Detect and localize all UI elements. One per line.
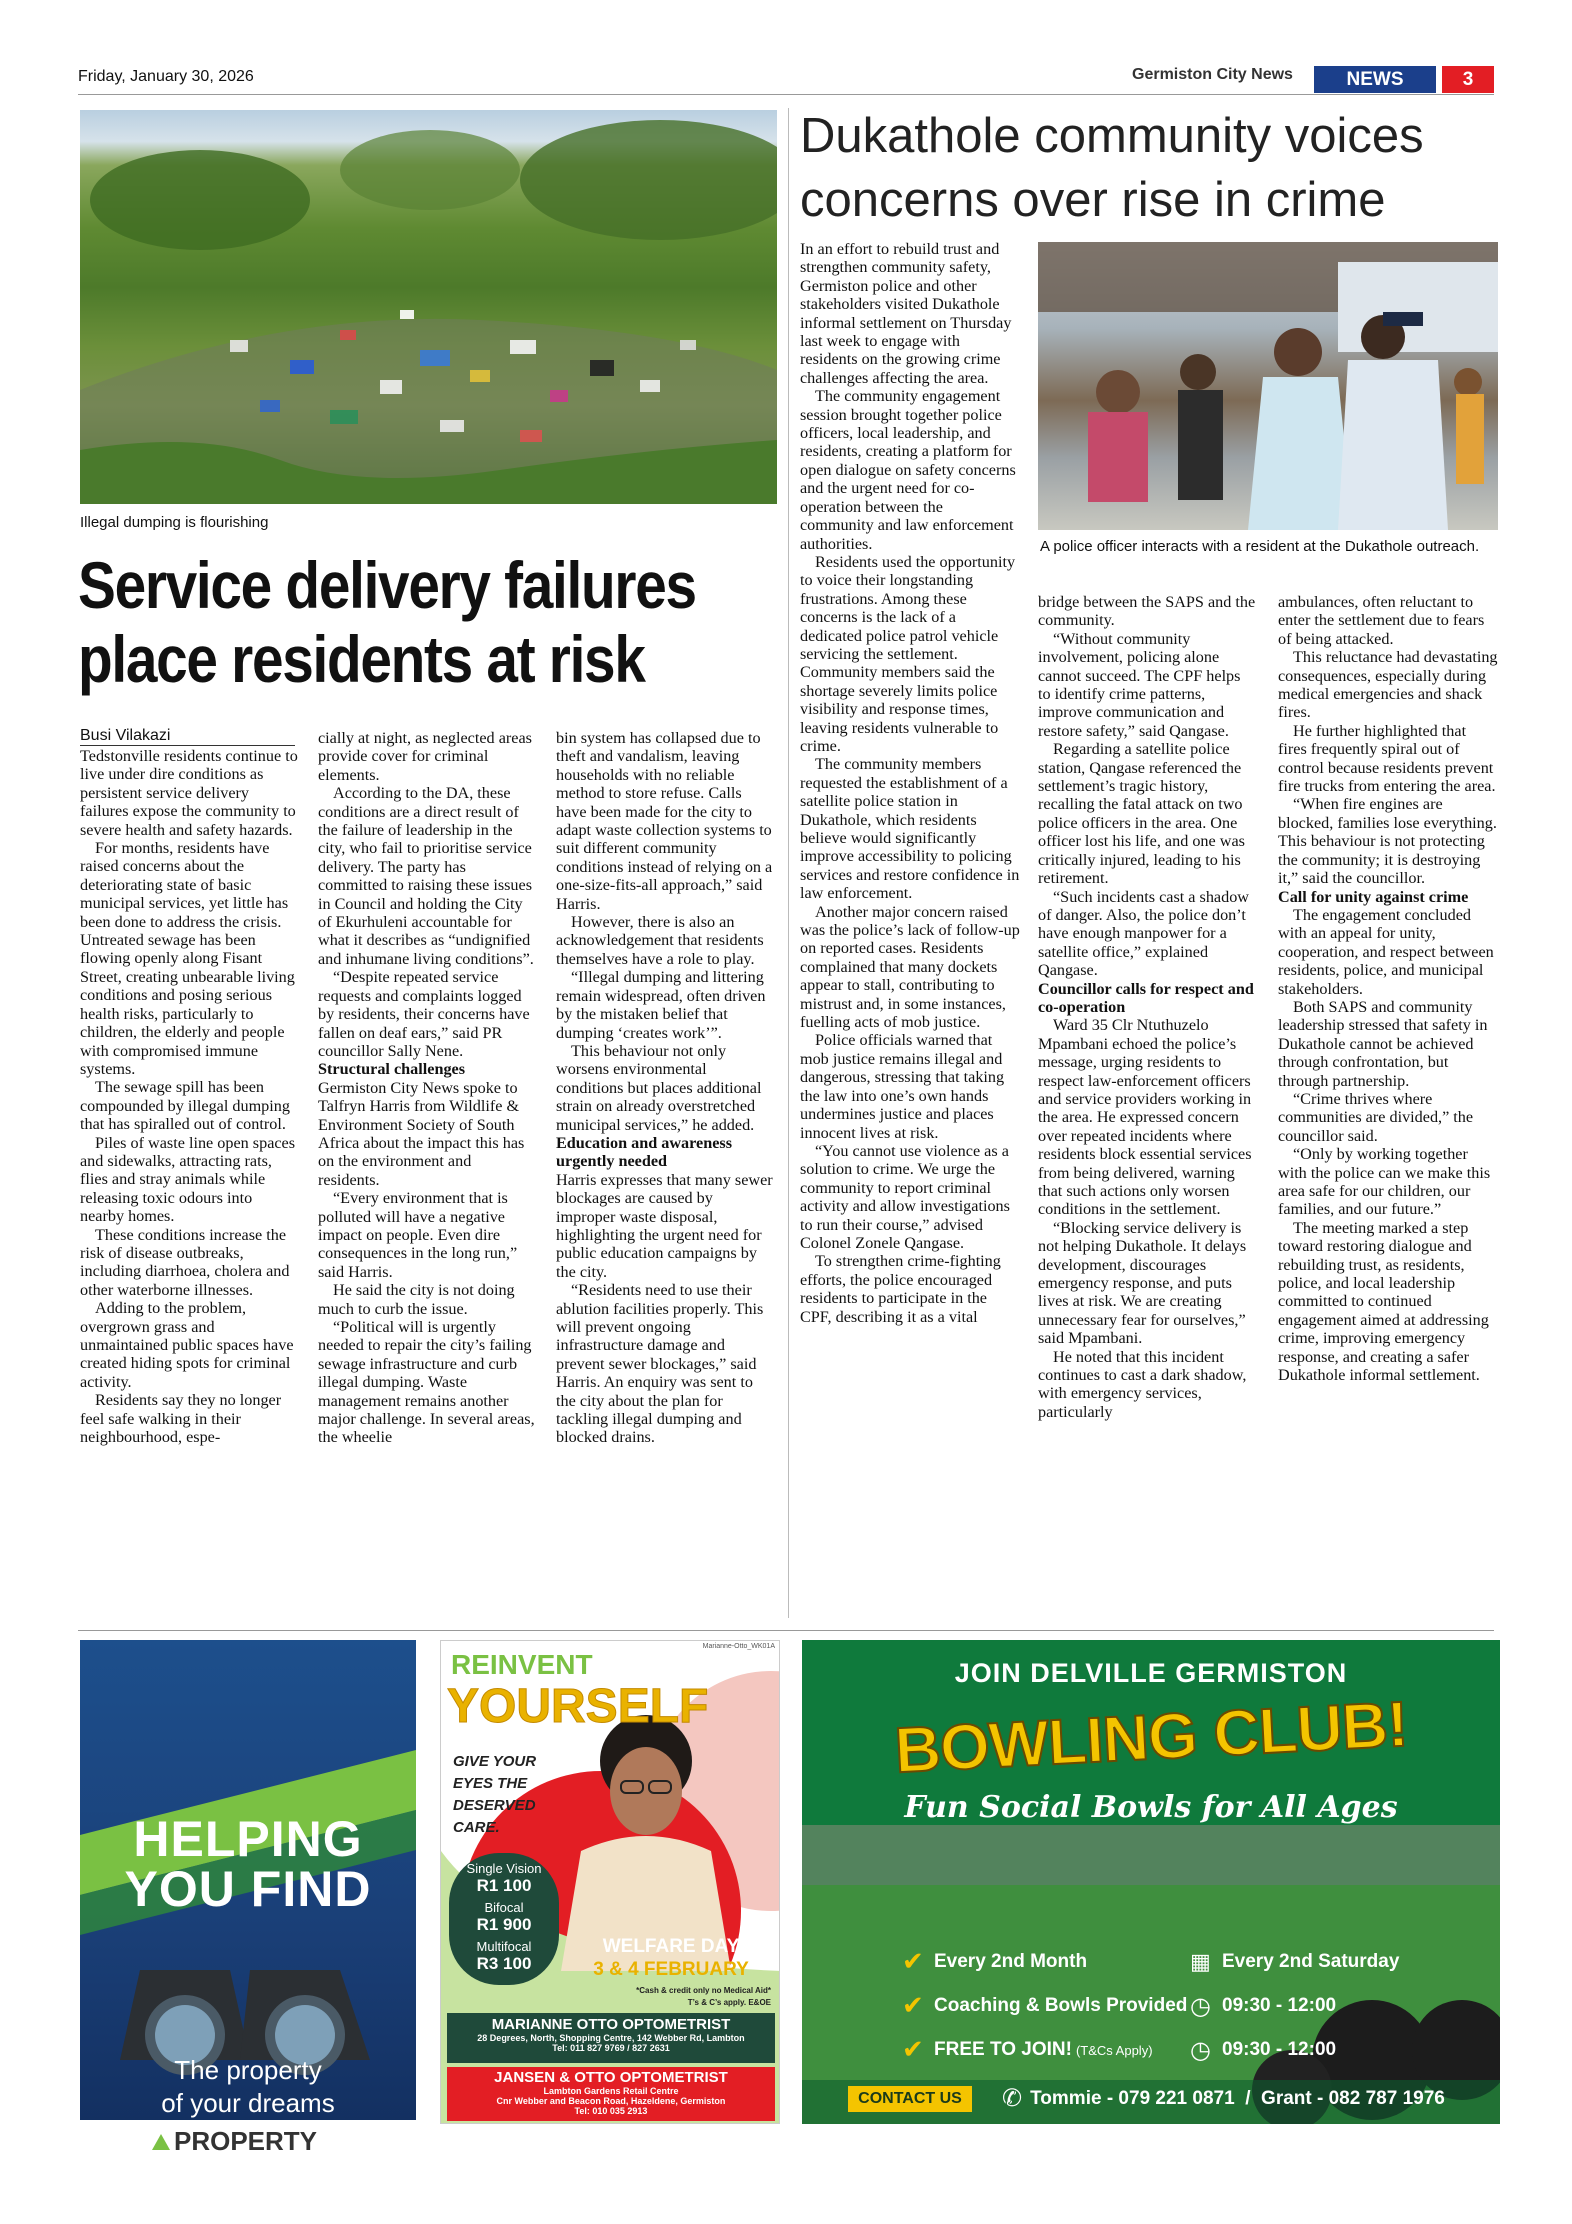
paragraph: Regarding a satellite police station, Qangase referenced the settlement’s tragic history, recalling the fatal attack on two police officers in the area. One officer lost his life, and one was critically injured, leading to his retirement. <box>1038 740 1245 888</box>
store1-tel: Tel: 011 827 9769 / 827 2631 <box>552 2043 670 2053</box>
subheading: Councillor calls for respect and co-operation <box>1038 979 1254 1016</box>
paragraph: To strengthen crime-fighting efforts, the police encouraged residents to participate in the CPF, describing it as a vital <box>800 1252 1001 1326</box>
paragraph: For months, residents have raised concerns about the deteriorating state of basic municipal services, yet little has been done to address the crisis. Untreated sewage has been flowing openly along Fisant Street, creating unbearable living conditions and posing serious health risks, particularly to children, the elderly and people with compromised immune systems. <box>80 839 295 1078</box>
price-value-single: R1 100 <box>476 1876 532 1895</box>
clock-icon: ◷ <box>1190 2037 1211 2064</box>
bowling-title: BOWLING CLUB! <box>892 1687 1410 1787</box>
left-headline <box>78 548 697 696</box>
left-story-column-1 <box>80 747 298 1446</box>
feature-3-text: FREE TO JOIN! <box>934 2039 1072 2060</box>
byline: Busi Vilakazi <box>80 727 171 744</box>
ads-rule <box>78 1630 1494 1631</box>
welfare-dates: 3 & 4 FEBRUARY <box>593 1959 749 1980</box>
byline-rule <box>80 745 295 746</box>
price-label-single: Single Vision <box>466 1861 542 1876</box>
bowling-subtitle: Fun Social Bowls for All Ages <box>904 1790 1398 1825</box>
left-headline-line2: place residents at risk <box>78 622 645 696</box>
paragraph: “Without community involvement, policing alone cannot succeed. The CPF helps to identify crime patterns, improve communication and restore safety,” said Qangase. <box>1038 629 1241 740</box>
bowling-top-line: JOIN DELVILLE GERMISTON <box>954 1658 1348 1688</box>
paragraph: “You cannot use violence as a solution to crime. We urge the community to report criminal activity and allow investigations to run their course,” advised Colonel Zonele Qangase. <box>800 1141 1010 1252</box>
store2-address-1: Lambton Gardens Retail Centre <box>543 2086 679 2096</box>
paragraph: bin system has collapsed due to theft and vandalism, leaving households with no reliable method to store refuse. Calls have been made for the city to adapt waste collection systems to suit different community conditions instead of relying on a one-size-fits-all approach,” said Harris. <box>556 729 773 913</box>
optometrist-ad[interactable] <box>440 1640 780 2124</box>
paragraph: “Illegal dumping and littering remain widespread, often driven by the mistaken belief that dumping ‘creates work’”. <box>556 968 766 1042</box>
feature-1-text: Every 2nd Month <box>934 1951 1088 1972</box>
paragraph: “Political will is urgently needed to repair the city’s failing sewage infrastructure and curb illegal dumping. Waste management remains another major challenge. In several areas, the wheelie <box>318 1318 535 1447</box>
check-icon: ✔ <box>902 2035 924 2064</box>
subheading: Structural challenges <box>318 1060 466 1079</box>
paragraph: These conditions increase the risk of disease outbreaks, including diarrhoea, cholera and other waterborne illnesses. <box>80 1225 290 1299</box>
property-logo-text: PROPERTY <box>174 2125 318 2156</box>
paragraph: The meeting marked a step toward restoring dialogue and rebuilding trust, as residents, police, and local leadership committed to continued engagement aimed at addressing crime, improving emergency response, and creating a safer Dukathole informal settlement. <box>1278 1218 1489 1385</box>
paragraph: cially at night, as neglected areas provide cover for criminal elements. <box>318 729 532 784</box>
paragraph: The community members requested the establishment of a satellite police station in Dukathole, which residents believe would significantly improve accessibility to policing services and restore confidence in law enforcement. <box>800 755 1020 903</box>
publication-name: Germiston City News <box>1132 66 1293 83</box>
optometrist-ad-line2: YOURSELF <box>447 1680 709 1733</box>
paragraph: Tedstonville residents continue to live under dire conditions as persistent service delivery failures expose the community to severe health and safety hazards. <box>80 747 298 839</box>
paragraph: Both SAPS and community leadership stressed that safety in Dukathole cannot be achieved through confrontation, but through partnership. <box>1278 997 1488 1090</box>
right-story-column-1 <box>800 240 1020 1326</box>
schedule <box>1190 1940 1440 2072</box>
schedule-time-2-row <box>1190 2028 1440 2072</box>
contact-row[interactable] <box>1002 2084 1445 2113</box>
paragraph: ambulances, often reluctant to enter the settlement due to fears of being attacked. <box>1278 593 1485 648</box>
welfare-day: WELFARE DAY <box>602 1936 740 1957</box>
optometrist-note-1: *Cash & credit only no Medical Aid* <box>636 1986 771 1995</box>
store1-box <box>447 2013 775 2063</box>
paragraph: Adding to the problem, overgrown grass and unmaintained public spaces have created hiding spots for criminal activity. <box>80 1299 294 1391</box>
store2-box <box>447 2067 775 2121</box>
paragraph: “Crime thrives where communities are divided,” the councillor said. <box>1278 1089 1474 1145</box>
paragraph: This behaviour not only worsens environmental conditions but places additional strain on already overstretched municipal services,” he added. <box>556 1041 762 1134</box>
paragraph: The engagement concluded with an appeal for unity, cooperation, and respect between residents, police, and municipal stakeholders. <box>1278 905 1494 998</box>
price-label-bifocal: Bifocal <box>484 1900 524 1915</box>
check-icon: ✔ <box>902 1947 924 1976</box>
right-story-column-3 <box>1278 593 1498 1384</box>
schedule-time-1-row <box>1190 1984 1440 2028</box>
paragraph: Ward 35 Clr Ntuthuzelo Mpambani echoed the police’s message, urging residents to respect law-enforcement officers and service providers working in the area. He expressed concern over repeated incidents where residents block essential services from being delivered, warning that such actions only worsen conditions in the settlement. <box>1038 1016 1252 1219</box>
right-headline-line1: Dukathole community voices <box>800 109 1424 163</box>
price-label-multifocal: Multifocal <box>476 1939 532 1954</box>
feature-list <box>902 1940 1232 2072</box>
property-ad-tagline-2: of your dreams <box>161 2088 335 2118</box>
paragraph: “Despite repeated service requests and complaints logged by residents, their concerns have fallen on deaf ears,” said PR councillor Sally Nene. <box>318 968 530 1060</box>
paragraph: The sewage spill has been compounded by illegal dumping that has spiralled out of control. <box>80 1078 290 1134</box>
schedule-title-row <box>1190 1940 1440 1984</box>
property-ad-headline-2: YOU FIND <box>124 1861 372 1917</box>
price-value-bifocal: R1 900 <box>476 1915 532 1934</box>
store2-tel: Tel: 010 035 2913 <box>574 2106 648 2116</box>
optometrist-ad-line1: REINVENT <box>451 1649 593 1680</box>
right-headline <box>800 104 1500 232</box>
paragraph: Residents say they no longer feel safe walking in their neighbourhood, espe- <box>80 1391 282 1447</box>
contact-numbers: Tommie - 079 221 0871 / Grant - 082 787 1976 <box>1030 2087 1445 2109</box>
paragraph: According to the DA, these conditions are a direct result of the failure of leadership in the city, who fail to prioritise service delivery. The party has committed to raising these issues in Council and holding the City of Ekurhuleni accountable for what it describes as “undignified and inhumane living conditions”. <box>318 784 534 968</box>
optometrist-ad-code: Marianne-Otto_WK01A <box>702 1643 775 1650</box>
outreach-photo-caption: A police officer interacts with a resident at the Dukathole outreach. <box>1040 538 1480 555</box>
page-number: 3 <box>1442 66 1494 93</box>
price-value-multifocal: R3 100 <box>476 1954 532 1973</box>
clock-icon: ◷ <box>1190 1993 1211 2020</box>
outreach-illustration <box>1038 242 1498 530</box>
paragraph: “Blocking service delivery is not helping Dukathole. It delays development, discourages emergency response, and puts lives at risk. We are creating unnecessary fear for ourselves,” said Mpambani. <box>1038 1218 1247 1348</box>
paragraph: Police officials warned that mob justice remains illegal and dangerous, stressing that taking the law into one’s own hands undermines justice and places innocent lives at risk. <box>800 1031 1005 1142</box>
feature-2-text: Coaching & Bowls Provided <box>934 1995 1188 2016</box>
schedule-time-1: 09:30 - 12:00 <box>1222 1995 1337 2016</box>
paragraph: This reluctance had devastating consequences, especially during medical emergencies and shack fires. <box>1278 648 1498 722</box>
feature-item-2 <box>902 1984 1232 2028</box>
bowling-ad[interactable] <box>802 1640 1500 2124</box>
feature-item-3 <box>902 2028 1232 2072</box>
left-headline-line1: Service delivery failures <box>78 548 696 622</box>
paragraph: Piles of waste line open spaces and sidewalks, attracting rats, flies and stray animals while releasing toxic odours into nearby homes. <box>80 1133 296 1226</box>
property-ad-tagline-1: The property <box>174 2055 322 2085</box>
left-story-column-2 <box>318 729 536 1447</box>
paragraph: bridge between the SAPS and the community. <box>1038 593 1256 630</box>
paragraph: Another major concern raised was the police’s lack of follow-up on reported cases. Residents complained that many dockets appear to stall, contributing to mistrust and, in some instances, fuelling acts of mob justice. <box>800 902 1020 1032</box>
feature-3-note: (T&Cs Apply) <box>1075 2042 1153 2058</box>
paragraph: In an effort to rebuild trust and strengthen community safety, Germiston police and other stakeholders visited Dukathole informal settlement on Thursday last week to engage with residents on the growing crime challenges affecting the area. <box>800 240 1012 387</box>
subheading: Call for unity against crime <box>1278 887 1469 906</box>
property-ad-headline-1: HELPING <box>133 1811 363 1867</box>
store1-name: MARIANNE OTTO OPTOMETRIST <box>491 2016 731 2033</box>
optometrist-ad-slogan <box>453 1751 536 1839</box>
slogan-line-4: CARE. <box>453 1819 500 1836</box>
paragraph: “Residents need to use their ablution facilities properly. This will prevent ongoing infrastructure damage and prevent sewer blockages,” said Harris. An enquiry was sent to the city about the plan for tackling illegal dumping and blocked drains. <box>556 1281 764 1447</box>
dumping-photo-caption: Illegal dumping is flourishing <box>80 514 269 531</box>
phone-icon: ✆ <box>1002 2086 1023 2112</box>
issue-date: Friday, January 30, 2026 <box>78 68 254 85</box>
paragraph: “Such incidents cast a shadow of danger. Also, the police don’t have enough manpower for a satellite office,” explained Qangase. <box>1038 887 1249 980</box>
store2-name: JANSEN & OTTO OPTOMETRIST <box>494 2069 728 2086</box>
left-story-column-3 <box>556 729 776 1447</box>
paragraph: “Every environment that is polluted will have a negative impact on people. Even dire consequences in the long run,” said Harris. <box>318 1189 518 1281</box>
calendar-icon: ▦ <box>1190 1949 1211 1974</box>
section-tag: NEWS <box>1314 66 1436 93</box>
optometrist-note-2: T’s & C’s apply. E&OE <box>687 1998 771 2007</box>
paragraph: However, there is also an acknowledgement that residents themselves have a role to play. <box>556 913 764 968</box>
right-headline-line2: concerns over rise in crime <box>800 173 1386 227</box>
subheading: Education and awareness urgently needed <box>556 1133 732 1171</box>
store1-address: 28 Degrees, North, Shopping Centre, 142 Webber Rd, Lambton <box>477 2033 745 2043</box>
paragraph: “When fire engines are blocked, families lose everything. This behaviour is not protecting the community; it is destroying it,” said the councillor. <box>1278 795 1497 888</box>
paragraph: He said the city is not doing much to curb the issue. <box>318 1281 515 1318</box>
outreach-photo <box>1038 242 1498 530</box>
masthead-rule <box>78 94 1494 95</box>
slogan-line-1: GIVE YOUR <box>453 1753 537 1770</box>
schedule-title: Every 2nd Saturday <box>1222 1951 1400 1972</box>
property-logo[interactable] <box>150 2126 317 2156</box>
paragraph: “Only by working together with the police can we make this area safe for our children, our families, and our future.” <box>1278 1145 1491 1219</box>
store2-address-2: Cnr Webber and Beacon Road, Hazeldene, Germiston <box>496 2096 726 2106</box>
check-icon: ✔ <box>902 1991 924 2020</box>
paragraph: He noted that this incident continues to cast a dark shadow, with emergency services, particularly <box>1038 1347 1247 1421</box>
property-logo-icon <box>150 2130 172 2152</box>
dumping-photo <box>80 110 777 504</box>
story-divider <box>788 108 789 1618</box>
price-panel <box>449 1853 559 1985</box>
paragraph: He further highlighted that fires frequently spiral out of control because residents prevent fire trucks from entering the area. <box>1278 721 1496 796</box>
feature-item-1 <box>902 1940 1232 1984</box>
paragraph: The community engagement session brought together police officers, local leadership, and residents, creating a platform for open dialogue on safety concerns and the urgent need for co-operation between the community and law enforcement authorities. <box>800 387 1016 553</box>
dumping-illustration <box>80 110 777 504</box>
contact-label: CONTACT US <box>848 2086 972 2112</box>
right-story-column-2 <box>1038 593 1256 1421</box>
paragraph: Harris expresses that many sewer blockages are caused by improper waste disposal, highlighting the urgent need for public education campaigns by the city. <box>556 1170 773 1281</box>
paragraph: Germiston City News spoke to Talfryn Harris from Wildlife & Environment Society of South Africa about the impact this has on the environment and residents. <box>318 1078 525 1189</box>
paragraph: Residents used the opportunity to voice their longstanding frustrations. Among these concerns is the lack of a dedicated police patrol vehicle servicing the settlement. Community members said the shortage severely limits police visibility and response times, leaving residents vulnerable to crime. <box>800 552 1016 755</box>
property-ad[interactable] <box>80 1640 416 2120</box>
schedule-time-2: 09:30 - 12:00 <box>1222 2039 1337 2060</box>
slogan-line-2: EYES THE <box>453 1775 528 1792</box>
slogan-line-3: DESERVED <box>453 1797 536 1814</box>
